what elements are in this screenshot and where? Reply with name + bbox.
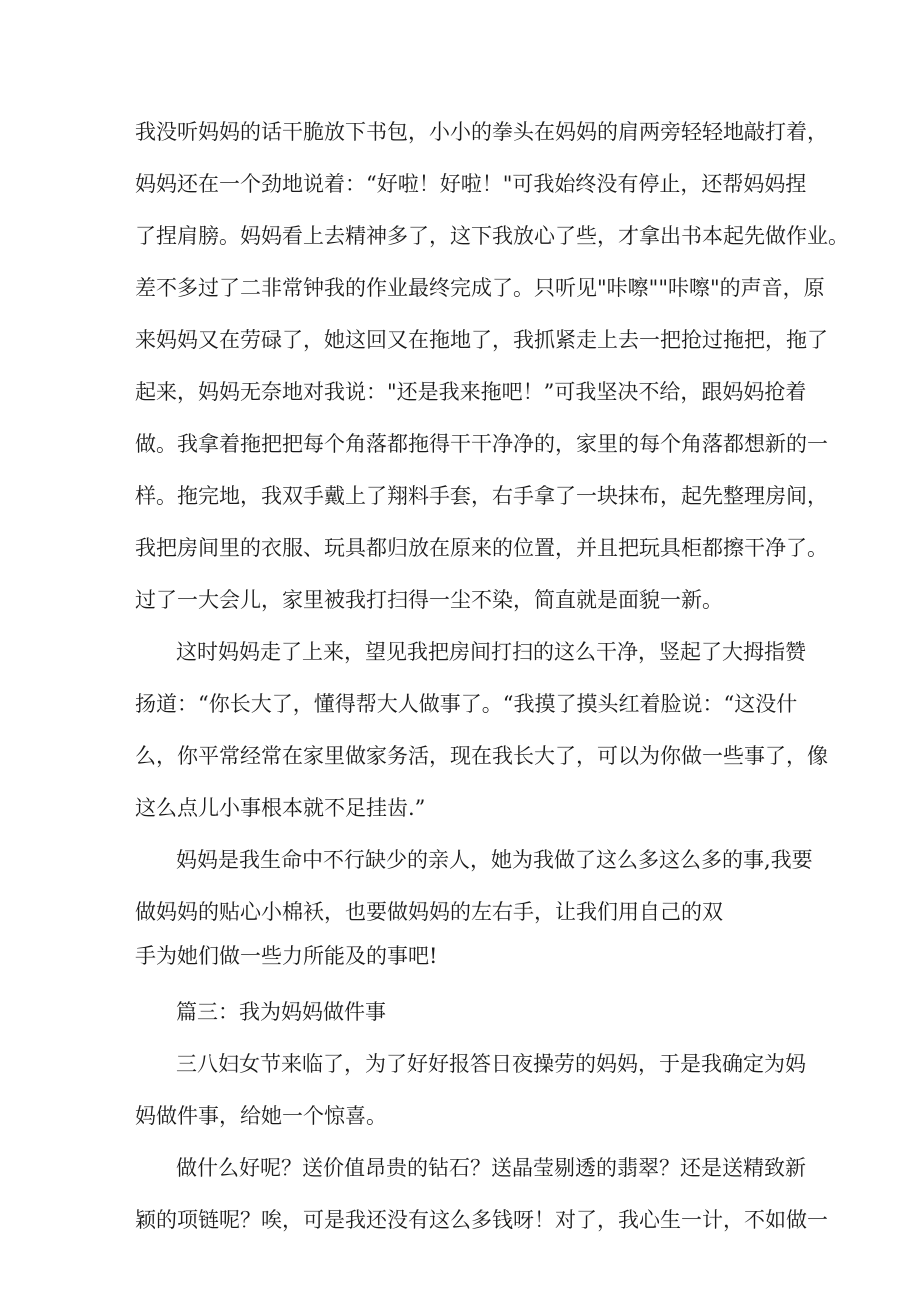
text-line: 么，你平常经常在家里做家务活，现在我长大了，可以为你做一些事了，像: [135, 744, 828, 768]
section-heading: 篇三：我为妈妈做件事: [176, 1000, 386, 1024]
text-line: 颖的项链呢？唉，可是我还没有这么多钱呀！对了，我心生一计，不如做一: [135, 1208, 828, 1232]
text-line: 了捏肩膀。妈妈看上去精神多了，这下我放心了些，才拿出书本起先做作业。: [135, 224, 849, 248]
text-line: 来妈妈又在劳碌了，她这回又在拖地了，我抓紧走上去一把抢过拖把，拖了: [135, 328, 828, 352]
text-line: 手为她们做一些力所能及的事吧!: [135, 944, 438, 968]
paragraph-start-line: 妈妈是我生命中不行缺少的亲人，她为我做了这么多这么多的事,我要: [176, 848, 813, 872]
text-line: 做妈妈的贴心小棉袄，也要做妈妈的左右手，让我们用自己的双: [135, 900, 723, 924]
paragraph-start-line: 这时妈妈走了上来，望见我把房间打扫的这么干净，竖起了大拇指赞: [176, 640, 806, 664]
text-line: 妈做件事，给她一个惊喜。: [135, 1104, 387, 1128]
text-line: 这么点儿小事根本就不足挂齿.”: [135, 796, 426, 820]
text-line: 差不多过了二非常钟我的作业最终完成了。只听见"咔嚓""咔嚓"的声音，原: [135, 276, 825, 300]
text-line: 我没听妈妈的话干脆放下书包，小小的拳头在妈妈的肩两旁轻轻地敲打着，: [135, 120, 828, 144]
text-line: 妈妈还在一个劲地说着：“好啦！好啦！"可我始终没有停止，还帮妈妈捏: [135, 172, 807, 196]
text-line: 扬道：“你长大了，懂得帮大人做事了。“我摸了摸头红着脸说：“这没什: [135, 692, 798, 716]
paragraph-start-line: 三八妇女节来临了，为了好好报答日夜操劳的妈妈，于是我确定为妈: [176, 1052, 806, 1076]
text-line: 做。我拿着拖把把每个角落都拖得干干净净的，家里的每个角落都想新的一: [135, 432, 828, 456]
text-line: 起来，妈妈无奈地对我说："还是我来拖吧！”可我坚决不给，跟妈妈抢着: [135, 380, 807, 404]
text-line: 样。拖完地，我双手戴上了翔料手套，右手拿了一块抹布，起先整理房间，: [135, 484, 828, 508]
text-line: 过了一大会儿，家里被我打扫得一尘不染，简直就是面貌一新。: [135, 588, 723, 612]
paragraph-start-line: 做什么好呢？送价值昂贵的钻石？送晶莹剔透的翡翠？还是送精致新: [176, 1156, 806, 1180]
text-line: 我把房间里的衣服、玩具都归放在原来的位置，并且把玩具柜都擦干净了。: [135, 536, 828, 560]
